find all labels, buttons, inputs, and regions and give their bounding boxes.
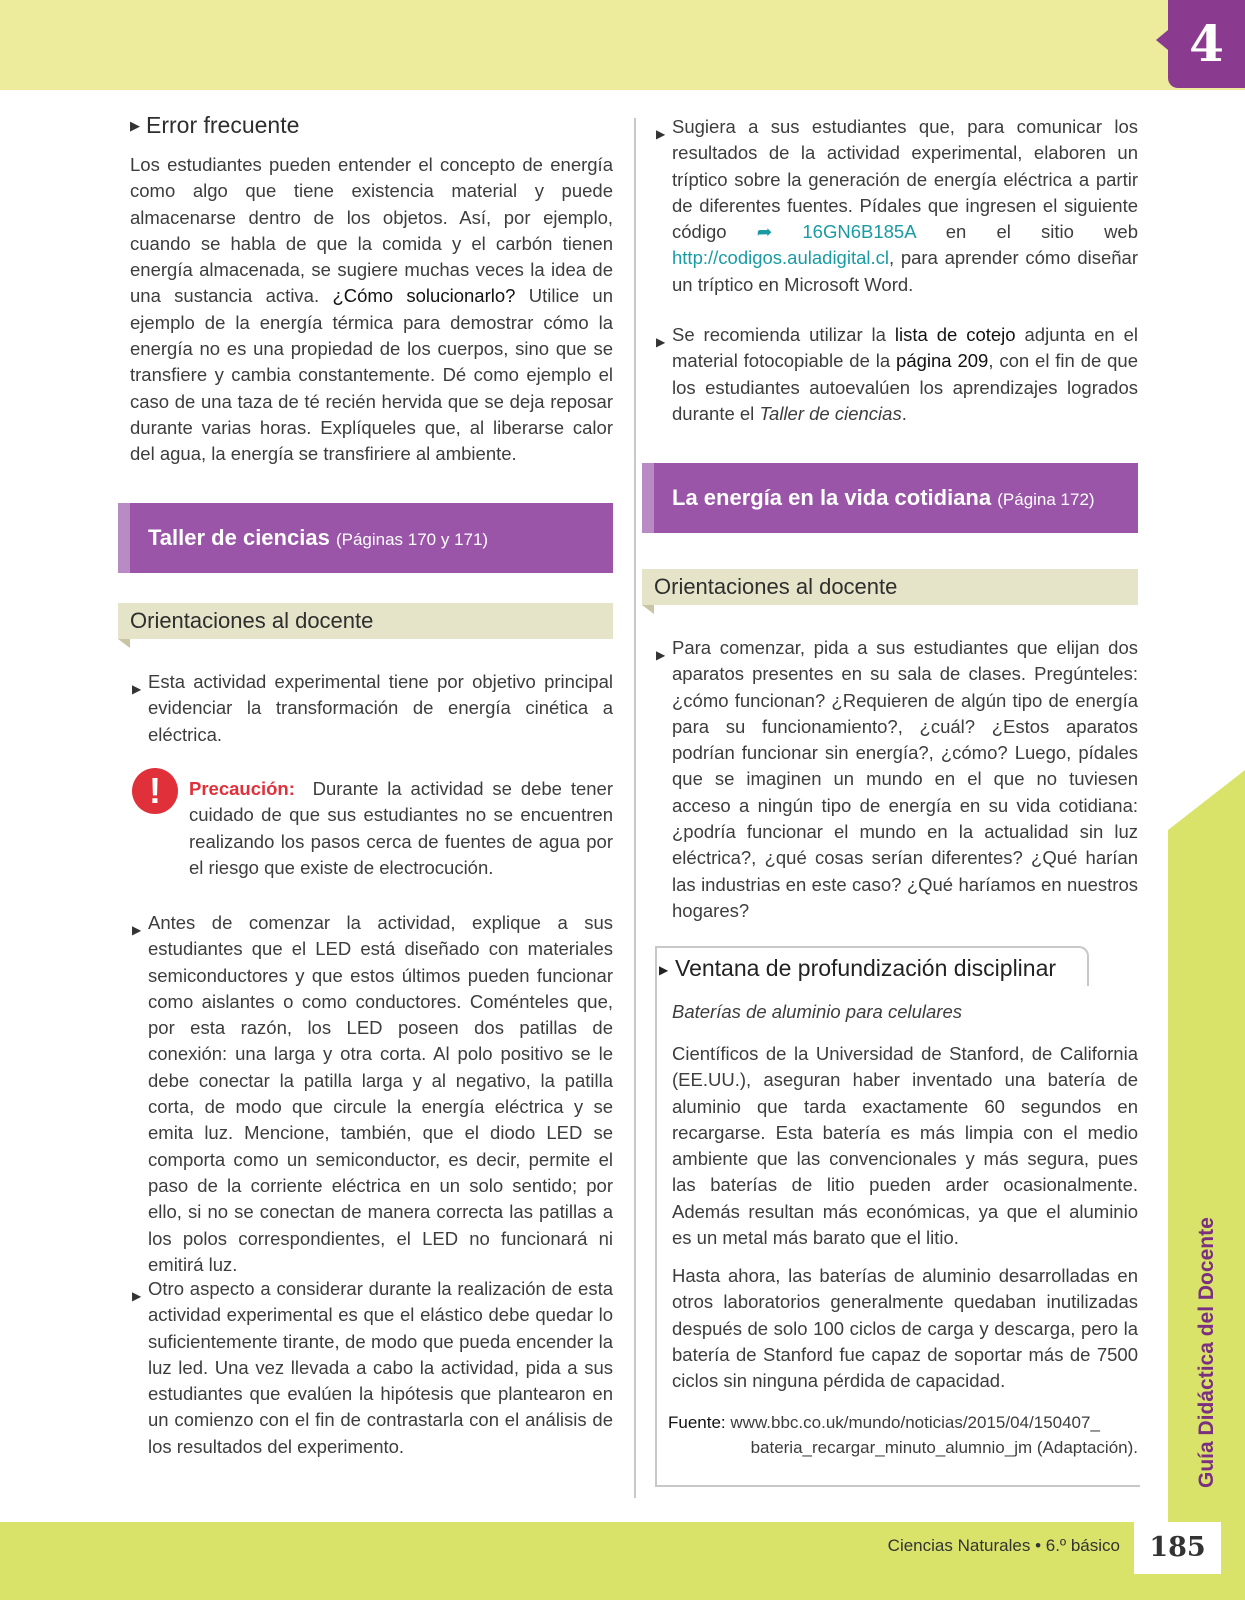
left-bullet-1 xyxy=(132,669,613,748)
orientaciones-right: Orientaciones al docente xyxy=(642,569,1138,605)
energia-pages: (Página 172) xyxy=(997,490,1095,509)
source-url-line-2[interactable]: bateria_recargar_minuto_alumnio_jm (Adaptación). xyxy=(750,1438,1138,1457)
sidebar-label: Guía Didáctica del Docente xyxy=(1195,1217,1218,1488)
right-bullet-3-text: Para comenzar, pida a sus estudiantes que elijan dos aparatos presentes en su sala de clases. Pregúnteles: ¿cómo funcionan? ¿Requieren de algún tipo de energía para su funcionamiento?, ¿cuál? ¿Estos aparatos podrían funcionar sin energía?, ¿cómo? Luego, pídales que se imaginen un mundo en el que no tuviesen acceso a ningún tipo de energía en su vida cotidiana: ¿podría funcionar el mundo en la actualidad sin luz eléctrica?, ¿qué cosas serían diferentes? ¿Qué harían las industrias en este caso? ¿Qué haríamos en nuestros hogares? xyxy=(672,637,1138,921)
source-url-line-1[interactable]: www.bbc.co.uk/mundo/noticias/2015/04/150407_ xyxy=(730,1413,1100,1432)
codigos-link[interactable]: http://codigos.auladigital.cl xyxy=(672,247,889,269)
energia-banner xyxy=(642,463,1138,533)
taller-title: Taller de ciencias xyxy=(148,525,330,550)
link-arrow-icon: ➦ xyxy=(756,221,773,243)
top-band xyxy=(0,0,1245,90)
source-label: Fuente: xyxy=(668,1413,726,1432)
bullet-arrow-icon: ▶ xyxy=(132,923,142,937)
right-bullet-2-text-d: . xyxy=(901,402,907,424)
bullet-arrow-icon: ▶ xyxy=(656,648,666,662)
left-bullet-3 xyxy=(132,1276,613,1460)
left-bullet-2 xyxy=(132,910,613,1278)
error-paragraph xyxy=(130,152,613,468)
right-bullet-2-text-b: adjunta en el material fotocopiable de la xyxy=(672,324,1139,372)
bullet-arrow-icon: ▶ xyxy=(656,335,666,349)
error-text-1: Los estudiantes pueden entender el concepto de energía como algo que tiene existencia material y puede almacenarse dentro de los objetos. Así, por ejemplo, cuando se habla de que la comida y el carbón tienen energía almacenada, se sugiere muchas veces la idea de una sustancia activa. xyxy=(130,154,613,307)
deep-paragraph-2: Hasta ahora, las baterías de aluminio desarrolladas en otros laboratorios generalmente quedaban inutilizadas después de solo 100 ciclos de carga y descarga, pero la batería de Stanford fue capaz de soportar más de 7500 ciclos sin ninguna pérdida de capacidad. xyxy=(672,1265,1138,1392)
page-number: 185 xyxy=(1134,1522,1221,1574)
access-code[interactable]: 16GN6B185A xyxy=(802,221,916,243)
left-bullet-2-text: Antes de comenzar la actividad, explique a sus estudiantes que el LED está diseñado con materiales semiconductores y que estos últimos pueden funcionar como aislantes o como conductores. Coménteles que, por esta razón, los LED poseen dos patillas de conexión: una larga y otra corta. Al polo positivo se le debe conectar la patilla larga y al negativo, la patilla corta, de modo que circule la energía eléctrica y se emita luz. Mencione, también, que el diodo LED se comporta como un semiconductor, es decir, permite el paso de la corriente eléctrica en un solo sentido; por ello, si no se conectan de manera correcta las patillas a los polos correspondientes, el LED no funcionará ni emitirá luz. xyxy=(148,912,613,1275)
chapter-number: 4 xyxy=(1189,14,1224,73)
right-bullet-1-text-c: , para aprender cómo diseñar un tríptico en Microsoft Word. xyxy=(672,247,1138,295)
right-bullet-1-text-b: en el sitio web xyxy=(945,221,1139,243)
source-citation xyxy=(668,1410,1138,1460)
energia-title: La energía en la vida cotidiana xyxy=(672,485,992,510)
orientaciones-left-tail xyxy=(118,639,130,648)
right-bullet-2 xyxy=(656,322,1139,427)
taller-banner xyxy=(118,503,613,573)
taller-italic: Taller de ciencias xyxy=(759,402,902,424)
warning-label: Precaución: xyxy=(189,778,295,799)
orientaciones-right-tail xyxy=(642,605,654,614)
column-divider xyxy=(634,118,636,1498)
left-bullet-1-text: Esta actividad experimental tiene por objetivo principal evidenciar la transformación de energía cinética a eléctrica. xyxy=(148,671,613,745)
right-bullet-1-text-a: Sugiera a sus estudiantes que, para comunicar los resultados de la actividad experimental, elaboren un tríptico sobre la generación de energía eléctrica a partir de diferentes fuentes. Pídales que ingresen el siguiente código xyxy=(672,116,1138,243)
deep-heading: Ventana de profundización disciplinar xyxy=(675,955,1057,981)
warning-text: Durante la actividad se debe tener cuidado de que sus estudiantes no se encuentren realizando los pasos cerca de fuentes de agua por el riesgo que existe de electrocución. xyxy=(189,778,613,878)
right-bullet-2-text-c: , con el fin de que los estudiantes autoevalúen los aprendizajes logrados durante el xyxy=(672,350,1139,424)
taller-pages: (Páginas 170 y 171) xyxy=(335,530,489,549)
bullet-arrow-icon: ▶ xyxy=(659,963,669,977)
bullet-arrow-icon: ▶ xyxy=(132,682,142,696)
right-bullet-1 xyxy=(656,114,1139,298)
right-bullet-3 xyxy=(656,635,1138,924)
deep-paragraph-1: Científicos de la Universidad de Stanford, de California (EE.UU.), aseguran haber inventado una batería de aluminio que tarda exactamente 60 segundos en recargarse. Esta batería es más limpia con el medio ambiente que las convencionales y más segura, pues las baterías de litio pueden arder ocasionalmente. Además resultan más económicas, ya que el aluminio es un metal más barato que el litio. xyxy=(672,1043,1138,1249)
deep-subtitle: Baterías de aluminio para celulares xyxy=(672,1001,962,1022)
error-heading xyxy=(130,112,299,139)
footer-subject: Ciencias Naturales • 6.º básico xyxy=(887,1536,1120,1555)
bottom-band xyxy=(0,1522,1245,1600)
bullet-arrow-icon: ▶ xyxy=(132,1289,142,1303)
deep-window-tab xyxy=(655,946,1089,986)
error-text-2: Utilice un ejemplo de la energía térmica para demostrar cómo la energía no es una propiedad de los cuerpos, sino que se transfiere y cambia constantemente. Dé como ejemplo el caso de una taza de té recién hervida que se deja reposar durante varias horas. Explíqueles que, al liberarse calor del agua, la energía se transfiriere al ambiente. xyxy=(130,285,613,465)
warning-icon: ! xyxy=(132,768,178,814)
warning-block xyxy=(189,776,613,881)
error-heading-text: Error frecuente xyxy=(146,112,300,138)
orientaciones-left: Orientaciones al docente xyxy=(118,603,613,639)
bullet-arrow-icon: ▶ xyxy=(130,118,140,133)
chapter-tab xyxy=(1168,0,1245,88)
lista-cotejo: lista de cotejo xyxy=(894,324,1016,345)
error-question: ¿Cómo solucionarlo? xyxy=(332,285,516,307)
right-bullet-2-text-a: Se recomienda utilizar la xyxy=(672,324,886,345)
left-bullet-3-text: Otro aspecto a considerar durante la realización de esta actividad experimental es que el elástico debe quedar lo suficientemente tirante, de modo que pueda encender la luz led. Una vez llevada a cabo la actividad, pida a sus estudiantes que evalúen la hipótesis que plantearon en un comienzo con el fin de contrastarla con el análisis de los resultados del experimento. xyxy=(148,1278,613,1457)
bullet-arrow-icon: ▶ xyxy=(656,127,666,141)
side-band-cut xyxy=(1168,770,1245,830)
page-reference: página 209 xyxy=(896,350,989,372)
